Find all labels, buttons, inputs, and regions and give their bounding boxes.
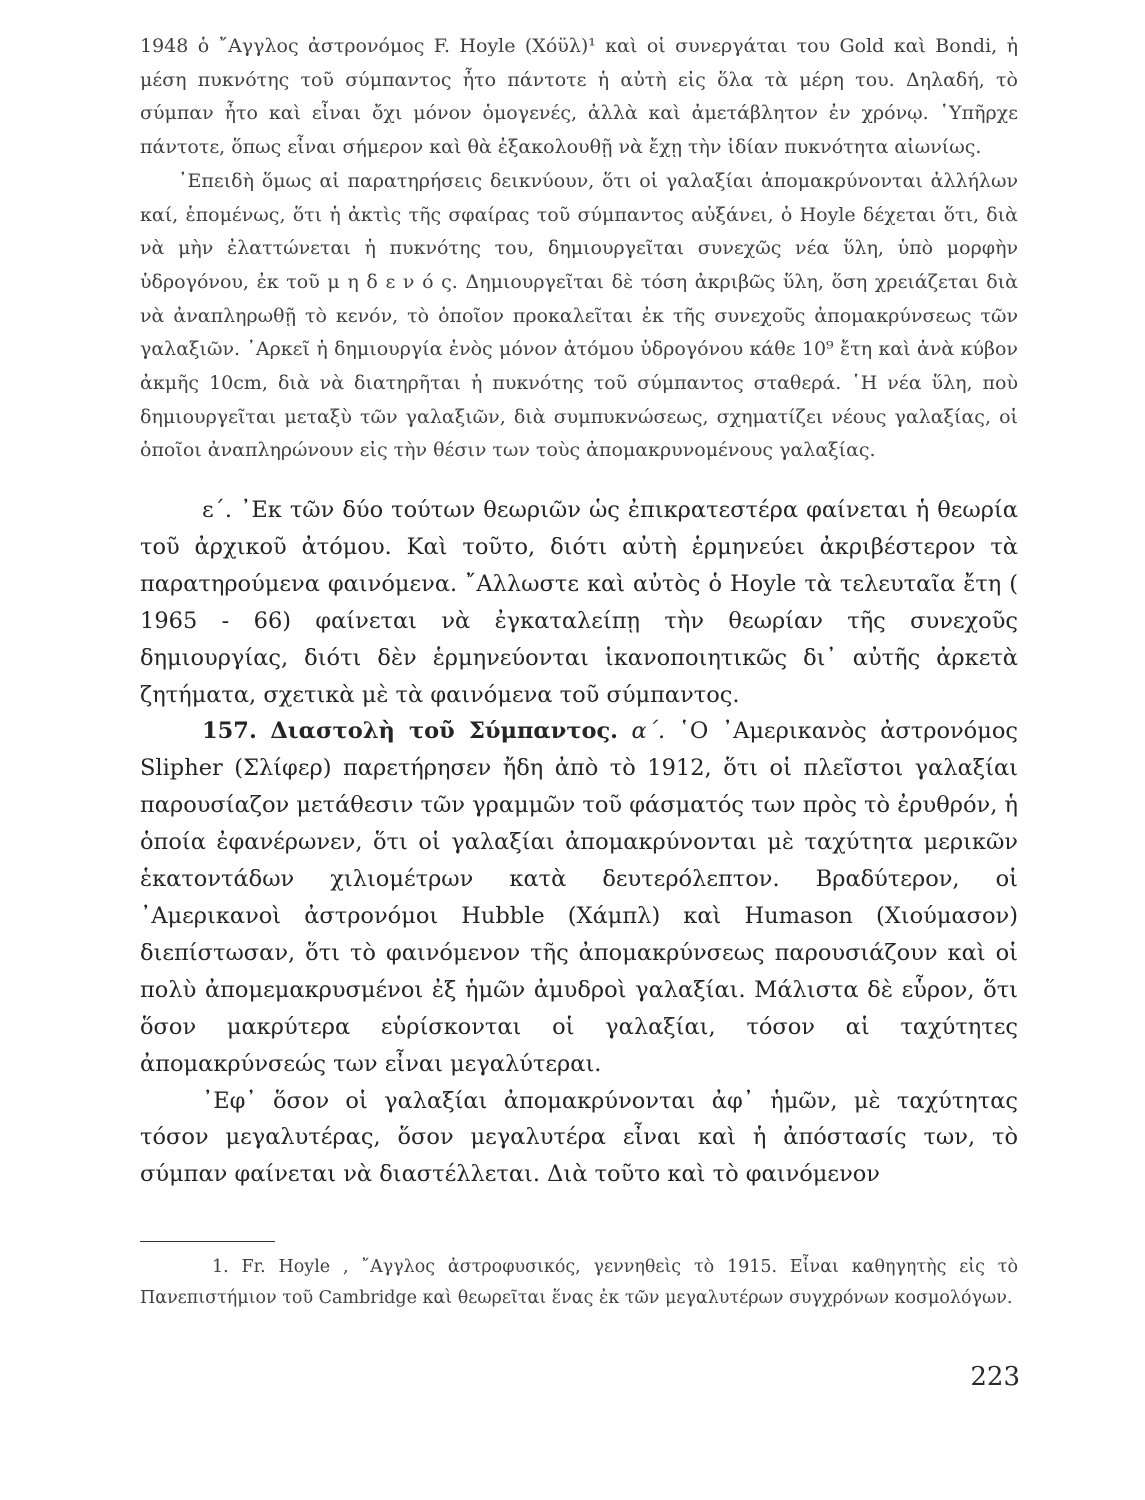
page-number: 223 [970,1362,1020,1392]
section-title: Διαστολὴ τοῦ Σύμπαντος. [270,718,619,745]
paragraph-section-157 [140,713,1018,1082]
section-157-body: ῾Ο ᾽Αμερικανὸς ἀστρονόμος Slipher (Σλίφερ) παρετήρησεν ἤδη ἀπὸ τὸ 1912, ὅτι οἱ πλεῖστοι γαλαξίαι παρουσίαζον μετάθεσιν τῶν γραμμῶν τοῦ φάσματός των πρὸς τὸ ἐρυθρόν, ἡ ὁποία ἐφανέρωνεν, ὅτι οἱ γαλαξίαι ἀπομακρύνονται μὲ ταχύτητα μερικῶν ἑκατοντάδων χιλιομέτρων κατὰ δευτερόλεπτον. Βραδύτερον, οἱ ᾽Αμερικανοὶ ἀστρονόμοι Hubble (Χάμπλ) καὶ Humason (Χιούμασον) διεπίστωσαν, ὅτι τὸ φαινόμενον τῆς ἀπομακρύνσεως παρουσιάζουν καὶ οἱ πολὺ ἀπομεμακρυσμένοι ἐξ ἡμῶν ἀμυδροὶ γαλαξίαι. Μάλιστα δὲ εὗρον, ὅτι ὅσον μακρύτερα εὑρίσκονται οἱ γαλαξίαι, τόσον αἱ ταχύτητες ἀπομακρύνσεώς των εἶναι μεγαλύτεραι. [140,718,1018,1077]
paragraph-steady-state: 1948 ὁ ῎Αγγλος ἀστρονόμος F. Hoyle (Χόϋλ)¹ καὶ οἱ συνεργάται του Gold καὶ Bondi, ἡ μέση πυκνότης τοῦ σύμπαντος ἦτο πάντοτε ἡ αὐτὴ εἰς ὅλα τὰ μέρη του. Δηλαδή, τὸ σύμπαν ἦτο καὶ εἶναι ὄχι μόνον ὁμογενές, ἀλλὰ καὶ ἀμετάβλητον ἐν χρόνῳ. ῾Υπῆρχε πάντοτε, ὅπως εἶναι σήμερον καὶ θὰ ἐξακολουθῇ νὰ ἔχῃ τὴν ἰδίαν πυκνότητα αἰωνίως. [140,35,1018,159]
paragraph-primeval-atom: ε΄. ᾽Εκ τῶν δύο τούτων θεωριῶν ὡς ἐπικρατεστέρα φαίνεται ἡ θεωρία τοῦ ἀρχικοῦ ἀτόμου. Καὶ τοῦτο, διότι αὐτὴ ἑρμηνεύει ἀκριβέστερον τὰ παρατηρούμενα φαινόμενα. ῎Αλλωστε καὶ αὐτὸς ὁ Hoyle τὰ τελευταῖα ἔτη ( 1965 - 66) φαίνεται νὰ ἐγκαταλείπῃ τὴν θεωρίαν τῆς συνεχοῦς δημιουργίας, διότι δὲν ἑρμηνεύονται ἱκανοποιητικῶς δι᾽ αὐτῆς ἀρκετὰ ζητήματα, σχετικὰ μὲ τὰ φαινόμενα τοῦ σύμπαντος. [140,497,1018,708]
footnote-text: 1. Fr. Hoyle , ῎Αγγλος ἀστροφυσικός, γεννηθεὶς τὸ 1915. Εἶναι καθηγητὴς εἰς τὸ Πανεπιστήμιον τοῦ Cambridge καὶ θεωρεῖται ἕνας ἐκ τῶν μεγαλυτέρων συγχρόνων κοσμολόγων. [140,1257,1018,1308]
section-number: 157. [202,718,257,745]
paragraph-expansion: ᾽Εφ᾽ ὅσον οἱ γαλαξίαι ἀπομακρύνονται ἀφ᾽ ἡμῶν, μὲ ταχύτητας τόσον μεγαλυτέρας, ὅσον μεγαλυτέρα εἶναι καὶ ἡ ἀπόστασίς των, τὸ σύμπαν φαίνεται νὰ διαστέλλεται. Διὰ τοῦτο καὶ τὸ φαινόμενον [140,1087,1018,1188]
main-text-section [140,492,1018,1193]
footnote [140,1252,1018,1314]
section-subletter: α΄. [631,718,666,745]
footnote-divider [140,1241,275,1242]
small-print-section [140,30,1018,468]
paragraph-continuous-creation: ᾽Επειδὴ ὅμως αἱ παρατηρήσεις δεικνύουν, ὅτι οἱ γαλαξίαι ἀπομακρύνονται ἀλλήλων καί, ἑπομένως, ὅτι ἡ ἀκτὶς τῆς σφαίρας τοῦ σύμπαντος αὐξάνει, ὁ Hoyle δέχεται ὅτι, διὰ νὰ μὴν ἐλαττώνεται ἡ πυκνότης του, δημιουργεῖται συνεχῶς νέα ὕλη, ὑπὸ μορφὴν ὑδρογόνου, ἐκ τοῦ μ η δ ε ν ό ς. Δημιουργεῖται δὲ τόση ἀκριβῶς ὕλη, ὅση χρειάζεται διὰ νὰ ἀναπληρωθῇ τὸ κενόν, τὸ ὁποῖον προκαλεῖται ἐκ τῆς συνεχοῦς ἀπομακρύνσεως τῶν γαλαξιῶν. ᾽Αρκεῖ ἡ δημιουργία ἑνὸς μόνον ἀτόμου ὑδρογόνου κάθε 10⁹ ἔτη καὶ ἀνὰ κύβον ἀκμῆς 10cm, διὰ νὰ διατηρῆται ἡ πυκνότης τοῦ σύμπαντος σταθερά. ῾Η νέα ὕλη, ποὺ δημιουργεῖται μεταξὺ τῶν γαλαξιῶν, διὰ συμπυκνώσεως, σχηματίζει νέους γαλαξίας, οἱ ὁποῖοι ἀναπληρώνουν εἰς τὴν θέσιν των τοὺς ἀπομακρυνομένους γαλαξίας. [140,169,1018,462]
